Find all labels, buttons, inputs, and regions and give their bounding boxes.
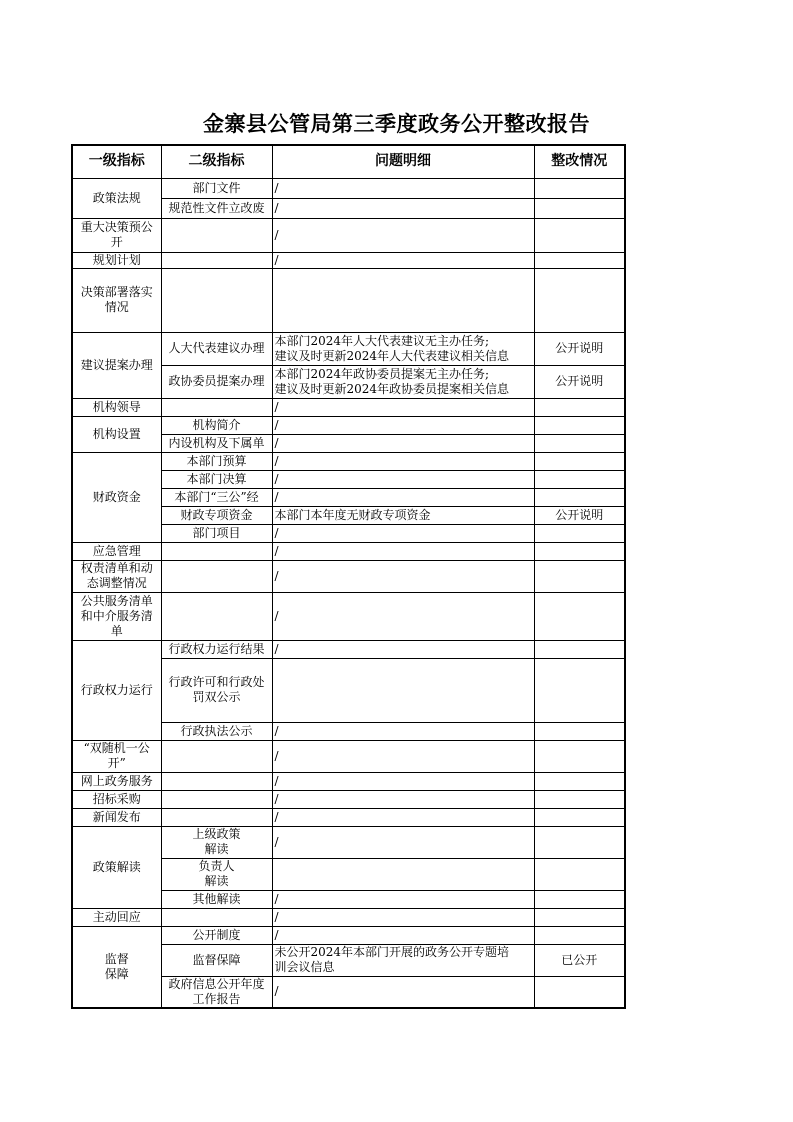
- rectification-status: [534, 488, 625, 506]
- table-row: [72, 790, 625, 808]
- level2-indicator: 内设机构及下属单: [161, 434, 272, 452]
- header-row: [72, 145, 625, 178]
- level2-indicator: 政府信息公开年度 工作报告: [161, 976, 272, 1008]
- rectification-status: [534, 890, 625, 908]
- table-row: [72, 772, 625, 790]
- rectification-status: [534, 178, 625, 198]
- level2-indicator: 本部门决算: [161, 470, 272, 488]
- level1-indicator: 主动回应: [72, 908, 161, 926]
- level1-indicator: 公共服务清单 和中介服务清 单: [72, 592, 161, 640]
- level2-indicator: [161, 908, 272, 926]
- level2-indicator: 机构简介: [161, 416, 272, 434]
- problem-detail: /: [272, 524, 534, 542]
- level2-indicator: 财政专项资金: [161, 506, 272, 524]
- table-row: [72, 416, 625, 434]
- table-row: [72, 740, 625, 772]
- table-row: [72, 826, 625, 858]
- header-level2: 二级指标: [161, 145, 272, 178]
- problem-detail: /: [272, 740, 534, 772]
- level2-indicator: 负责人 解读: [161, 858, 272, 890]
- level2-indicator: [161, 252, 272, 268]
- level2-indicator: 上级政策 解读: [161, 826, 272, 858]
- rectification-status: [534, 592, 625, 640]
- rectification-status: 公开说明: [534, 365, 625, 398]
- level1-indicator: 规划计划: [72, 252, 161, 268]
- level1-indicator: 网上政务服务: [72, 772, 161, 790]
- rectification-status: [534, 658, 625, 722]
- level2-indicator: 部门项目: [161, 524, 272, 542]
- level1-indicator: 行政权力运行: [72, 640, 161, 740]
- level1-indicator: 重大决策预公 开: [72, 218, 161, 252]
- problem-detail: /: [272, 926, 534, 944]
- level1-indicator: “双随机一公 开”: [72, 740, 161, 772]
- level2-indicator: [161, 268, 272, 332]
- problem-detail: 本部门本年度无财政专项资金: [272, 506, 534, 524]
- rectification-status: [534, 640, 625, 658]
- level2-indicator: 行政执法公示: [161, 722, 272, 740]
- problem-detail: [272, 268, 534, 332]
- level2-indicator: [161, 808, 272, 826]
- level2-indicator: 政协委员提案办理: [161, 365, 272, 398]
- level1-indicator: 监督 保障: [72, 926, 161, 1008]
- level2-indicator: 部门文件: [161, 178, 272, 198]
- rectification-status: [534, 218, 625, 252]
- level2-indicator: [161, 790, 272, 808]
- rectification-status: [534, 722, 625, 740]
- level1-indicator: 机构领导: [72, 398, 161, 416]
- table-row: [72, 178, 625, 198]
- rectification-status: [534, 524, 625, 542]
- level1-indicator: 政策法规: [72, 178, 161, 218]
- rectification-status: [534, 772, 625, 790]
- report-title: 金寨县公管局第三季度政务公开整改报告: [203, 112, 590, 136]
- rectification-status: [534, 790, 625, 808]
- level2-indicator: 公开制度: [161, 926, 272, 944]
- rectification-status: [534, 560, 625, 592]
- table-row: [72, 218, 625, 252]
- problem-detail: /: [272, 198, 534, 218]
- table-row: [72, 398, 625, 416]
- rectification-status: [534, 198, 625, 218]
- report-table: [71, 144, 626, 1009]
- rectification-status: 公开说明: [534, 332, 625, 365]
- rectification-status: [534, 542, 625, 560]
- rectification-status: [534, 826, 625, 858]
- rectification-status: [534, 808, 625, 826]
- level2-indicator: 行政权力运行结果: [161, 640, 272, 658]
- rectification-status: [534, 926, 625, 944]
- problem-detail: /: [272, 218, 534, 252]
- header-status: 整改情况: [534, 145, 625, 178]
- problem-detail: /: [272, 560, 534, 592]
- level2-indicator: [161, 772, 272, 790]
- level2-indicator: 本部门“三公”经: [161, 488, 272, 506]
- problem-detail: /: [272, 252, 534, 268]
- level1-indicator: 招标采购: [72, 790, 161, 808]
- header-detail: 问题明细: [272, 145, 534, 178]
- problem-detail: /: [272, 908, 534, 926]
- table-row: [72, 252, 625, 268]
- problem-detail: /: [272, 808, 534, 826]
- table-row: [72, 640, 625, 658]
- table-row: [72, 926, 625, 944]
- problem-detail: /: [272, 178, 534, 198]
- problem-detail: /: [272, 826, 534, 858]
- header-level1: 一级指标: [72, 145, 161, 178]
- level2-indicator: 人大代表建议办理: [161, 332, 272, 365]
- rectification-status: [534, 740, 625, 772]
- table-row: [72, 452, 625, 470]
- problem-detail: /: [272, 772, 534, 790]
- problem-detail: [272, 858, 534, 890]
- problem-detail: /: [272, 416, 534, 434]
- table-row: [72, 332, 625, 365]
- rectification-status: [534, 976, 625, 1008]
- problem-detail: /: [272, 398, 534, 416]
- level1-indicator: 机构设置: [72, 416, 161, 452]
- level2-indicator: [161, 592, 272, 640]
- problem-detail: /: [272, 640, 534, 658]
- level1-indicator: 权责清单和动 态调整情况: [72, 560, 161, 592]
- rectification-status: [534, 268, 625, 332]
- level2-indicator: [161, 560, 272, 592]
- level2-indicator: [161, 740, 272, 772]
- level2-indicator: 其他解读: [161, 890, 272, 908]
- level2-indicator: 监督保障: [161, 944, 272, 976]
- rectification-status: [534, 908, 625, 926]
- problem-detail: /: [272, 976, 534, 1008]
- level2-indicator: 本部门预算: [161, 452, 272, 470]
- table-row: [72, 560, 625, 592]
- level2-indicator: 规范性文件立改废: [161, 198, 272, 218]
- problem-detail: /: [272, 434, 534, 452]
- rectification-status: [534, 434, 625, 452]
- level1-indicator: 建议提案办理: [72, 332, 161, 398]
- level2-indicator: 行政许可和行政处 罚双公示: [161, 658, 272, 722]
- problem-detail: 本部门2024年人大代表建议无主办任务; 建议及时更新2024年人大代表建议相关信息: [272, 332, 534, 365]
- table-row: [72, 808, 625, 826]
- level1-indicator: 应急管理: [72, 542, 161, 560]
- problem-detail: /: [272, 722, 534, 740]
- table-row: [72, 908, 625, 926]
- problem-detail: 未公开2024年本部门开展的政务公开专题培 训会议信息: [272, 944, 534, 976]
- rectification-status: 已公开: [534, 944, 625, 976]
- rectification-status: [534, 858, 625, 890]
- level2-indicator: [161, 398, 272, 416]
- table-row: [72, 592, 625, 640]
- rectification-status: [534, 452, 625, 470]
- problem-detail: 本部门2024年政协委员提案无主办任务; 建议及时更新2024年政协委员提案相关信息: [272, 365, 534, 398]
- rectification-status: [534, 470, 625, 488]
- table-row: [72, 268, 625, 332]
- level1-indicator: 政策解读: [72, 826, 161, 908]
- problem-detail: /: [272, 488, 534, 506]
- problem-detail: /: [272, 890, 534, 908]
- level1-indicator: 财政资金: [72, 452, 161, 542]
- rectification-status: [534, 252, 625, 268]
- problem-detail: /: [272, 592, 534, 640]
- problem-detail: [272, 658, 534, 722]
- problem-detail: /: [272, 542, 534, 560]
- problem-detail: /: [272, 470, 534, 488]
- level2-indicator: [161, 542, 272, 560]
- rectification-status: 公开说明: [534, 506, 625, 524]
- problem-detail: /: [272, 452, 534, 470]
- problem-detail: /: [272, 790, 534, 808]
- level1-indicator: 决策部署落实 情况: [72, 268, 161, 332]
- table-row: [72, 542, 625, 560]
- table-body: [72, 178, 625, 1008]
- level2-indicator: [161, 218, 272, 252]
- rectification-status: [534, 416, 625, 434]
- level1-indicator: 新闻发布: [72, 808, 161, 826]
- rectification-status: [534, 398, 625, 416]
